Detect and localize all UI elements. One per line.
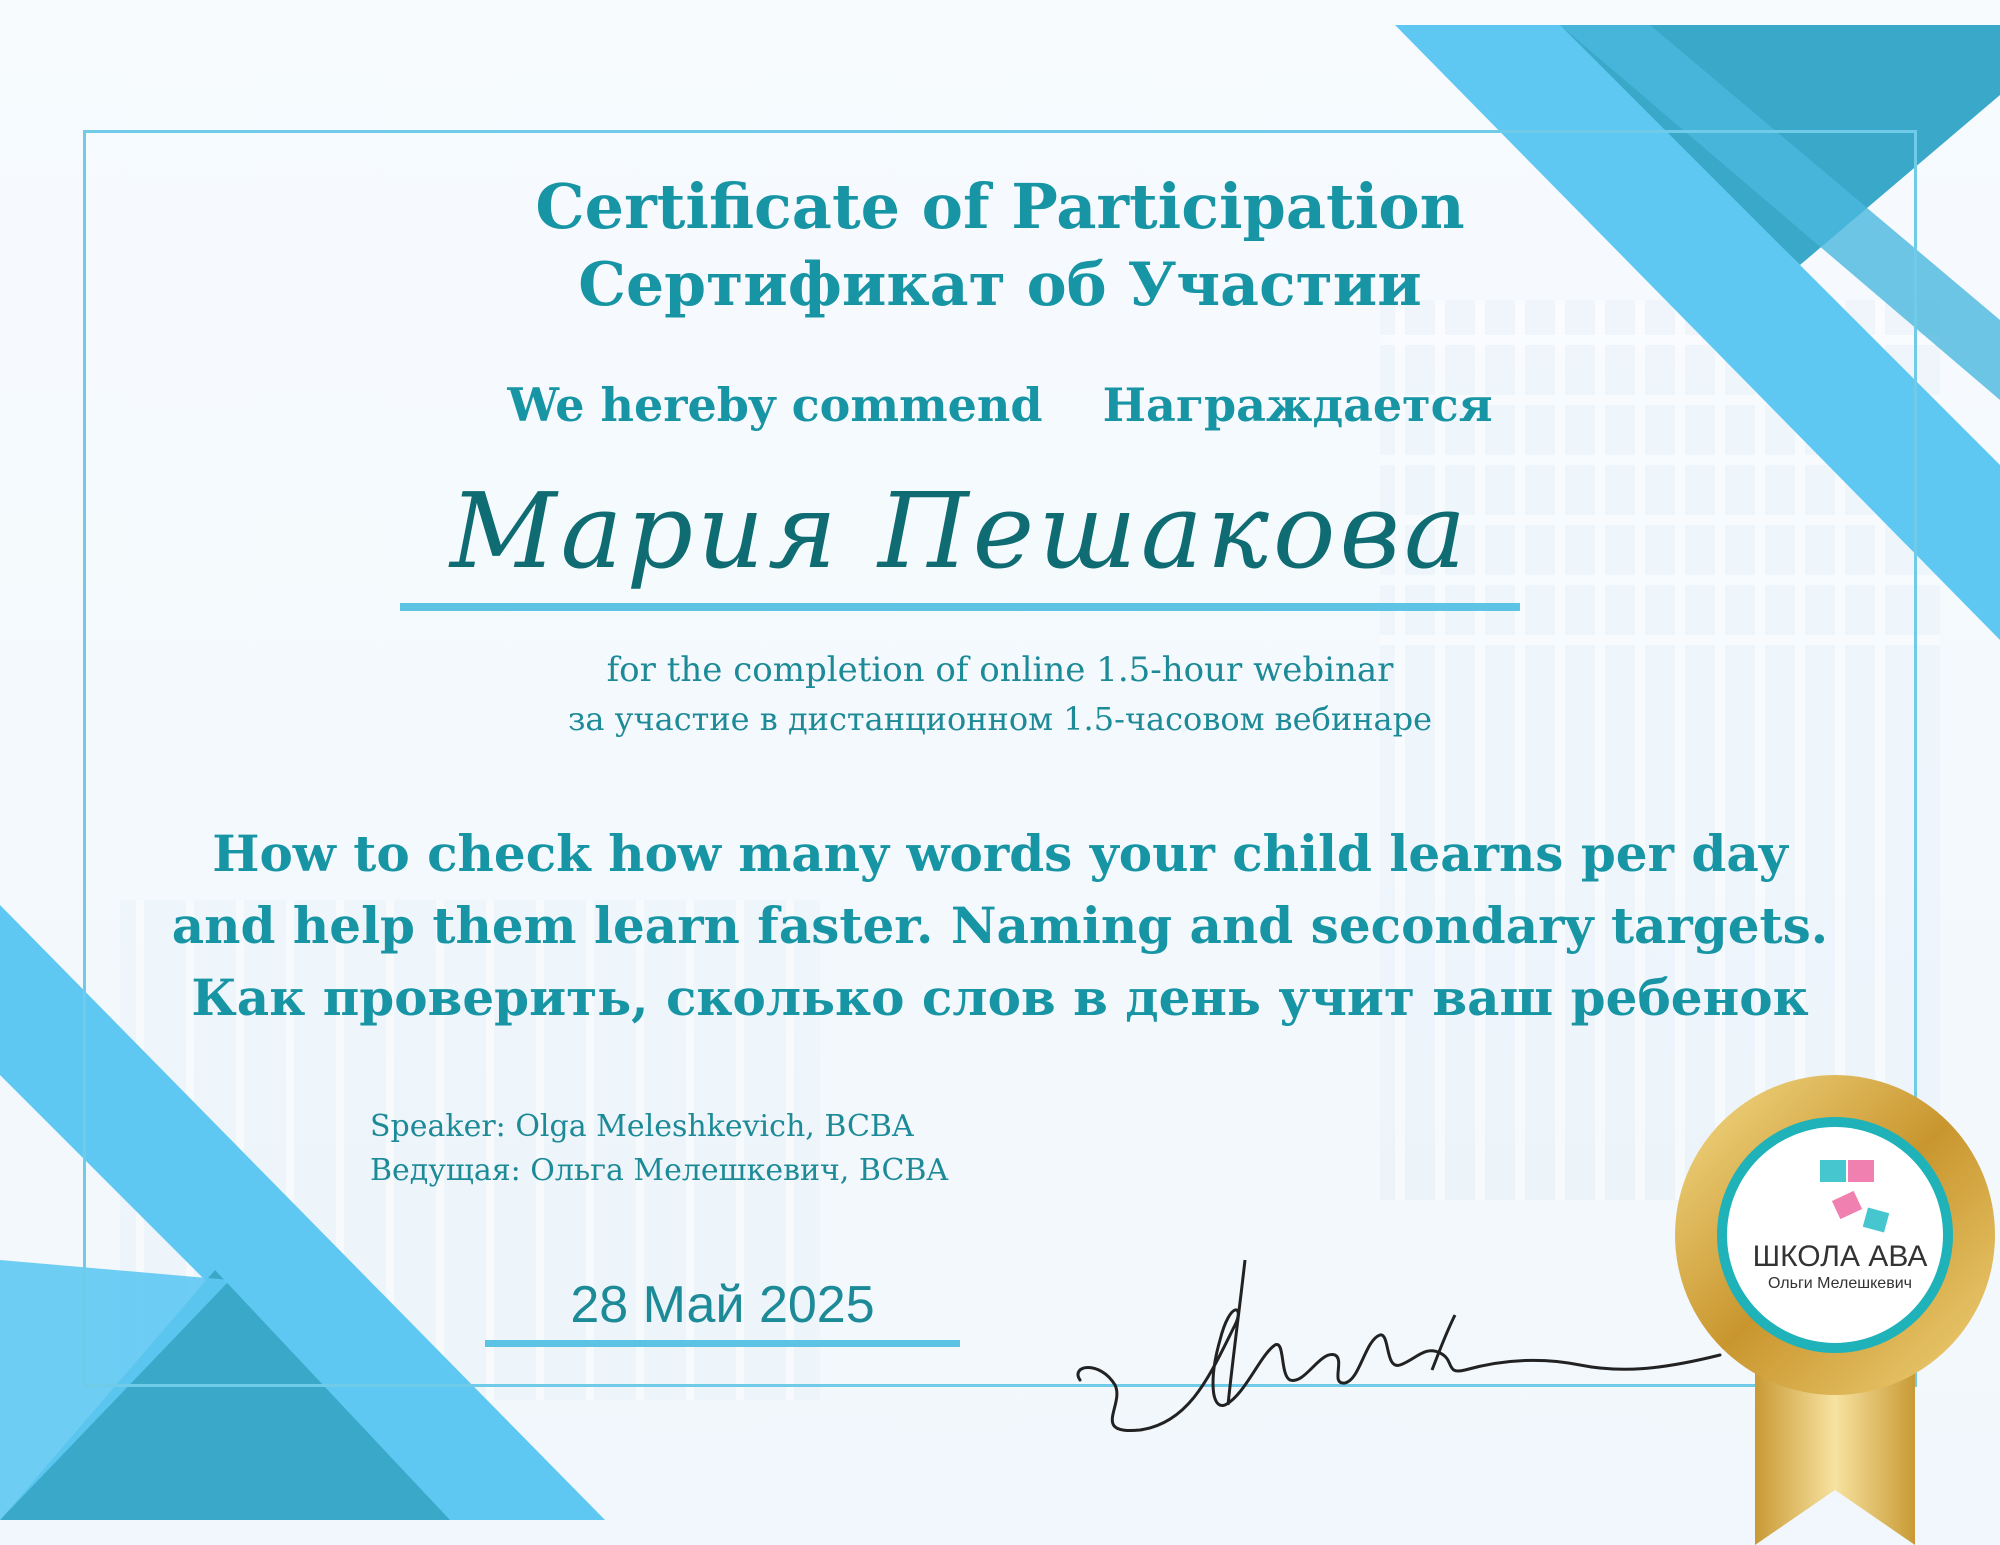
- completion-text-en: for the completion of online 1.5-hour webinar: [606, 650, 1394, 690]
- seal-subtitle: Ольги Мелешкевич: [1768, 1275, 1912, 1292]
- speaker-ru: Ведущая: Ольга Мелешкевич, BCBA: [370, 1153, 949, 1188]
- topic-line: Как проверить, сколько слов в день учит ваш ребенок: [191, 968, 1809, 1027]
- commend-line: [0, 378, 2000, 432]
- commend-ru: Награждается: [1102, 378, 1493, 432]
- seal-inner: [1727, 1127, 1943, 1343]
- certificate-title-ru: Сертификат об Участии: [578, 250, 1422, 320]
- award-seal: [1670, 1070, 2000, 1545]
- topic-line: and help them learn faster. Naming and secondary targets.: [171, 896, 1829, 955]
- certificate-title-en: Certificate of Participation: [535, 170, 1465, 243]
- webinar-topic: [150, 818, 1850, 1034]
- seal-title: ШКОЛА АВА: [1752, 1240, 1928, 1273]
- date-underline: [485, 1340, 960, 1347]
- commend-en: We hereby commend: [507, 378, 1043, 432]
- issue-date: 28 Май 2025: [570, 1276, 875, 1334]
- recipient-underline: [400, 603, 1520, 611]
- recipient-name: Мария Пешакова: [450, 470, 1470, 592]
- topic-line: How to check how many words your child learns per day: [212, 824, 1788, 883]
- signature-image: [1060, 1245, 1740, 1465]
- speaker-block: [370, 1105, 948, 1193]
- completion-text-ru: за участие в дистанционном 1.5-часовом вебинаре: [567, 700, 1433, 738]
- speaker-en: Speaker: Olga Meleshkevich, BCBA: [370, 1109, 914, 1144]
